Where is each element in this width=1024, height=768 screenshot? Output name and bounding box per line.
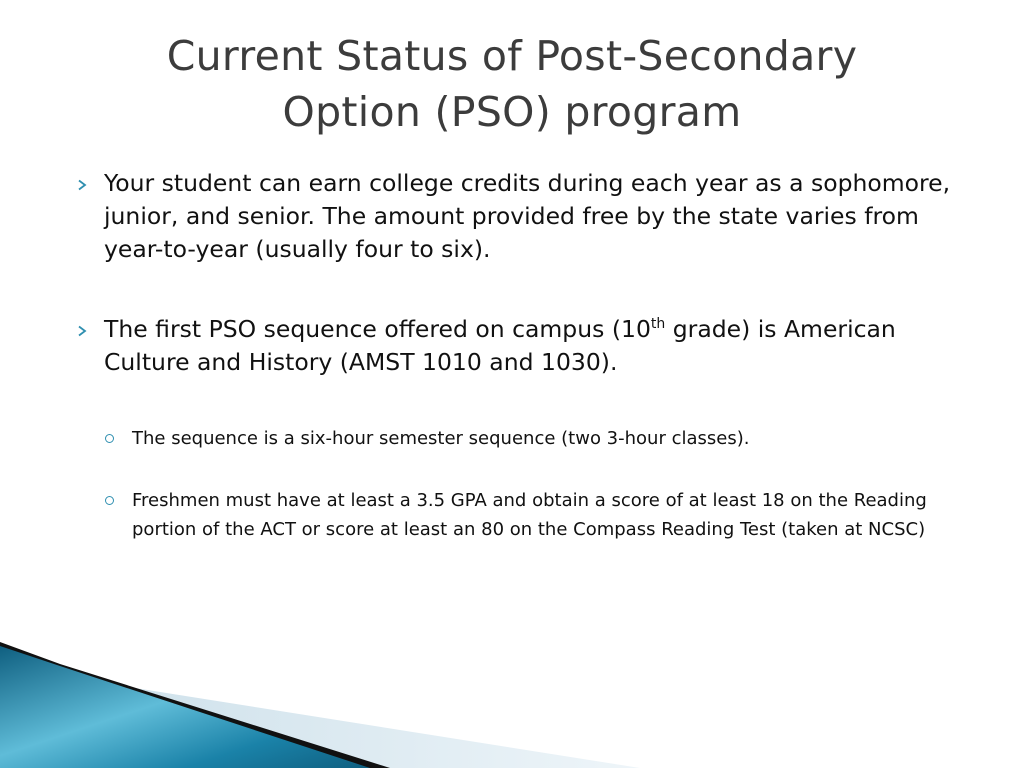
bullet-text: Your student can earn college credits during each year as a sophomore, junior, and senior. The amount provided free by the state varies from year-to-year (usually four to six). <box>104 169 951 263</box>
bullet-text-end: grade) is American Culture and History (AMST 1010 and 1030). <box>104 315 896 376</box>
slide-title-line-2: Option (PSO) program <box>282 88 742 136</box>
decorative-swoosh <box>0 620 1024 768</box>
slide-title <box>40 28 984 140</box>
sub-bullet-item <box>132 487 992 544</box>
sub-bullet-text: Freshmen must have at least a 3.5 GPA and obtain a score of at least 18 on the Reading portion of the ACT or score at least an 80 on the Compass Reading Test (taken at NCSC) <box>132 490 927 540</box>
sub-bullet-text: The sequence is a six-hour semester sequence (two 3-hour classes). <box>132 428 750 449</box>
superscript-ordinal: th <box>650 316 666 332</box>
circle-bullet-icon <box>105 434 114 443</box>
circle-bullet-icon <box>105 496 114 505</box>
bullet-text-start: The first PSO sequence offered on campus (10 <box>104 315 651 343</box>
bullet-item <box>104 167 964 266</box>
bullet-item <box>104 313 964 379</box>
slide-title-line-1: Current Status of Post-Secondary <box>166 32 858 80</box>
arrow-bullet-icon <box>76 179 88 191</box>
sub-bullet-item <box>132 425 992 454</box>
arrow-bullet-icon <box>76 325 88 337</box>
